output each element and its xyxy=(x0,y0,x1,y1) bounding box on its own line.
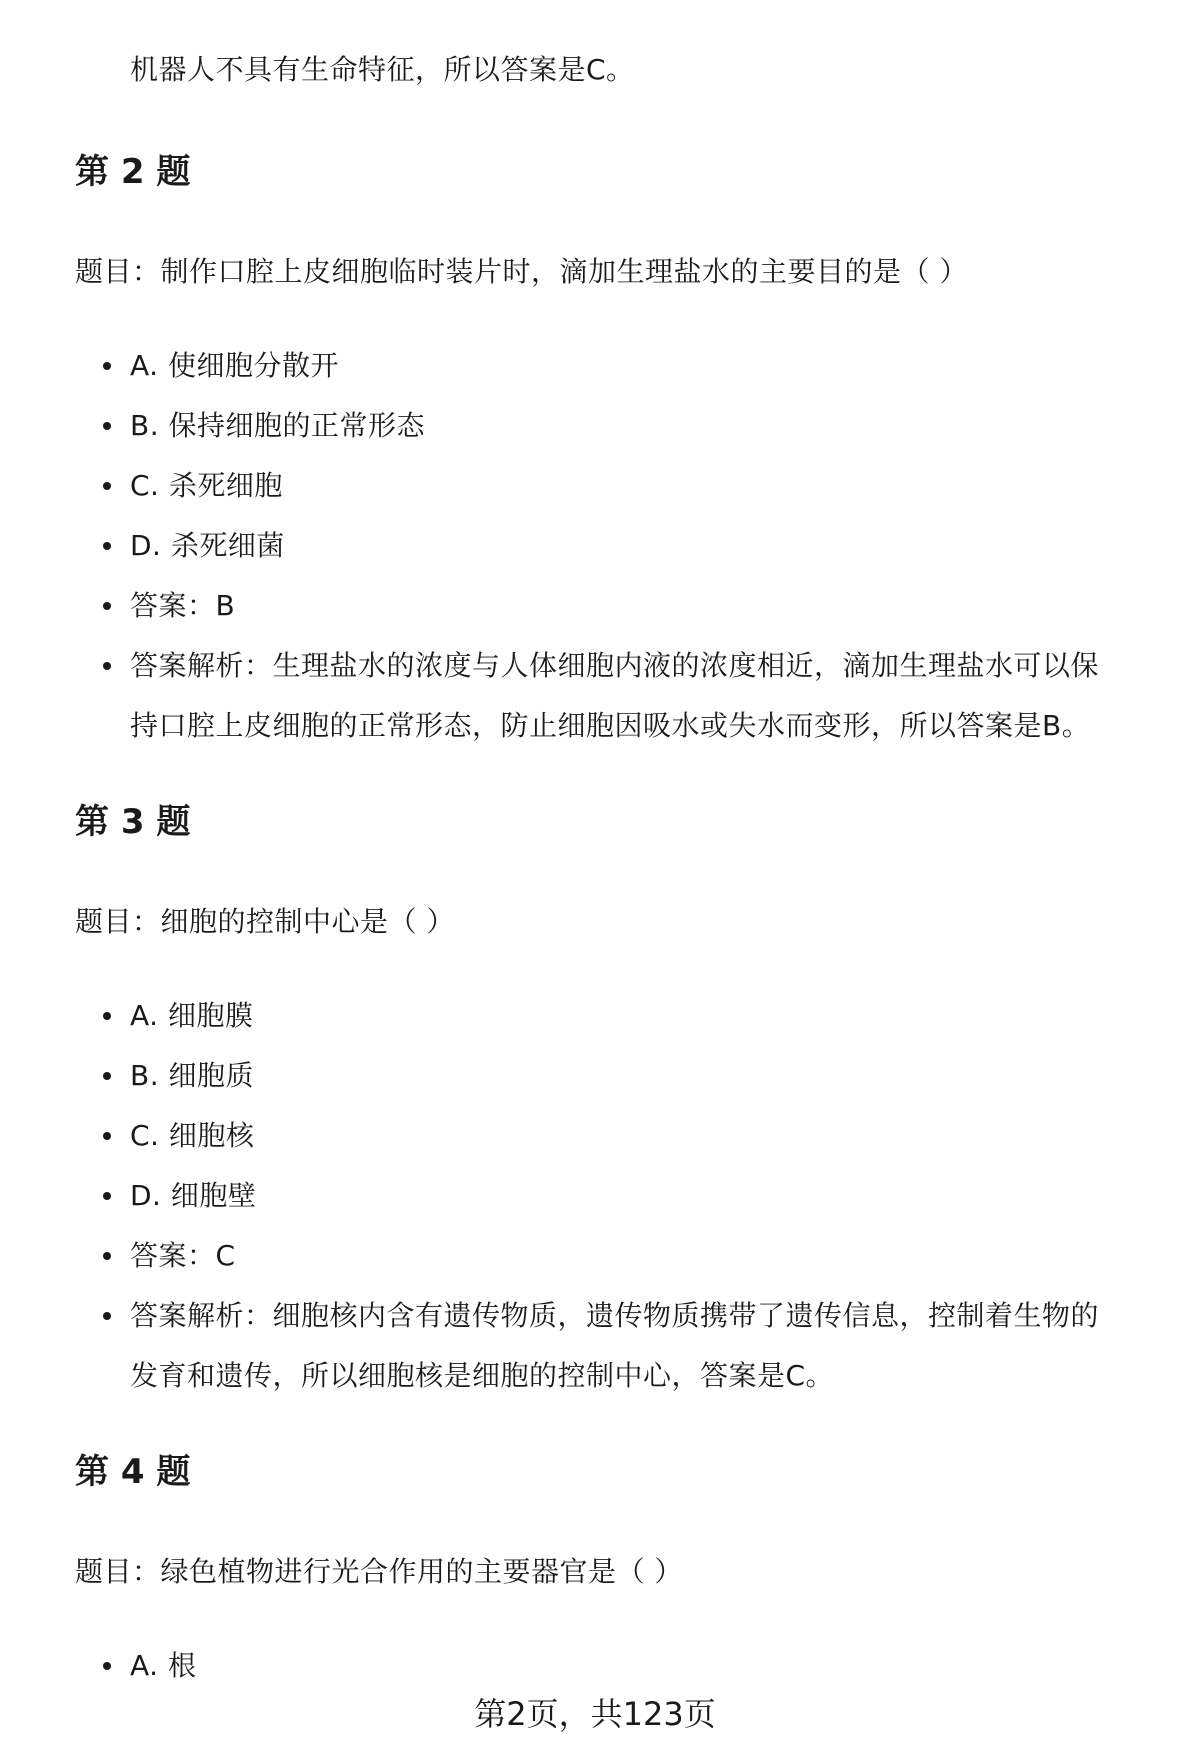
question-3-stem: 题目：细胞的控制中心是（ ） xyxy=(75,905,455,938)
question-4-option-a: A. 根 xyxy=(130,1649,197,1682)
bullet-icon xyxy=(103,1662,111,1670)
question-3-explanation-line-2: 发育和遗传，所以细胞核是细胞的控制中心，答案是C。 xyxy=(130,1359,835,1392)
question-3-option-d: D. 细胞壁 xyxy=(130,1179,257,1212)
question-3-option-a: A. 细胞膜 xyxy=(130,999,254,1032)
question-2-answer: 答案：B xyxy=(130,589,236,622)
question-3-option-c: C. 细胞核 xyxy=(130,1119,255,1152)
bullet-icon xyxy=(103,662,111,670)
question-2-stem: 题目：制作口腔上皮细胞临时装片时，滴加生理盐水的主要目的是（ ） xyxy=(75,255,968,288)
bullet-icon xyxy=(103,422,111,430)
bullet-icon xyxy=(103,1072,111,1080)
bullet-icon xyxy=(103,362,111,370)
question-3-option-b: B. 细胞质 xyxy=(130,1059,255,1092)
question-3-answer: 答案：C xyxy=(130,1239,236,1272)
bullet-icon xyxy=(103,542,111,550)
page-number-footer: 第2页，共123页 xyxy=(474,1695,716,1733)
question-2-option-c: C. 杀死细胞 xyxy=(130,469,283,502)
bullet-icon xyxy=(103,602,111,610)
bullet-icon xyxy=(103,482,111,490)
question-4-stem: 题目：绿色植物进行光合作用的主要器官是（ ） xyxy=(75,1555,683,1588)
question-2-option-d: D. 杀死细菌 xyxy=(130,529,285,562)
bullet-icon xyxy=(103,1192,111,1200)
bullet-icon xyxy=(103,1132,111,1140)
question-2-option-b: B. 保持细胞的正常形态 xyxy=(130,409,426,442)
question-4-heading: 第 4 题 xyxy=(75,1452,191,1492)
previous-explanation-tail: 机器人不具有生命特征，所以答案是C。 xyxy=(130,53,635,86)
bullet-icon xyxy=(103,1252,111,1260)
question-3-heading: 第 3 题 xyxy=(75,802,191,842)
question-3-explanation-line-1: 答案解析：细胞核内含有遗传物质，遗传物质携带了遗传信息，控制着生物的 xyxy=(130,1299,1100,1332)
question-2-explanation-line-1: 答案解析：生理盐水的浓度与人体细胞内液的浓度相近，滴加生理盐水可以保 xyxy=(130,649,1100,682)
question-2-option-a: A. 使细胞分散开 xyxy=(130,349,339,382)
question-2-heading: 第 2 题 xyxy=(75,152,191,192)
bullet-icon xyxy=(103,1312,111,1320)
question-2-explanation-line-2: 持口腔上皮细胞的正常形态，防止细胞因吸水或失水而变形，所以答案是B。 xyxy=(130,709,1091,742)
bullet-icon xyxy=(103,1012,111,1020)
